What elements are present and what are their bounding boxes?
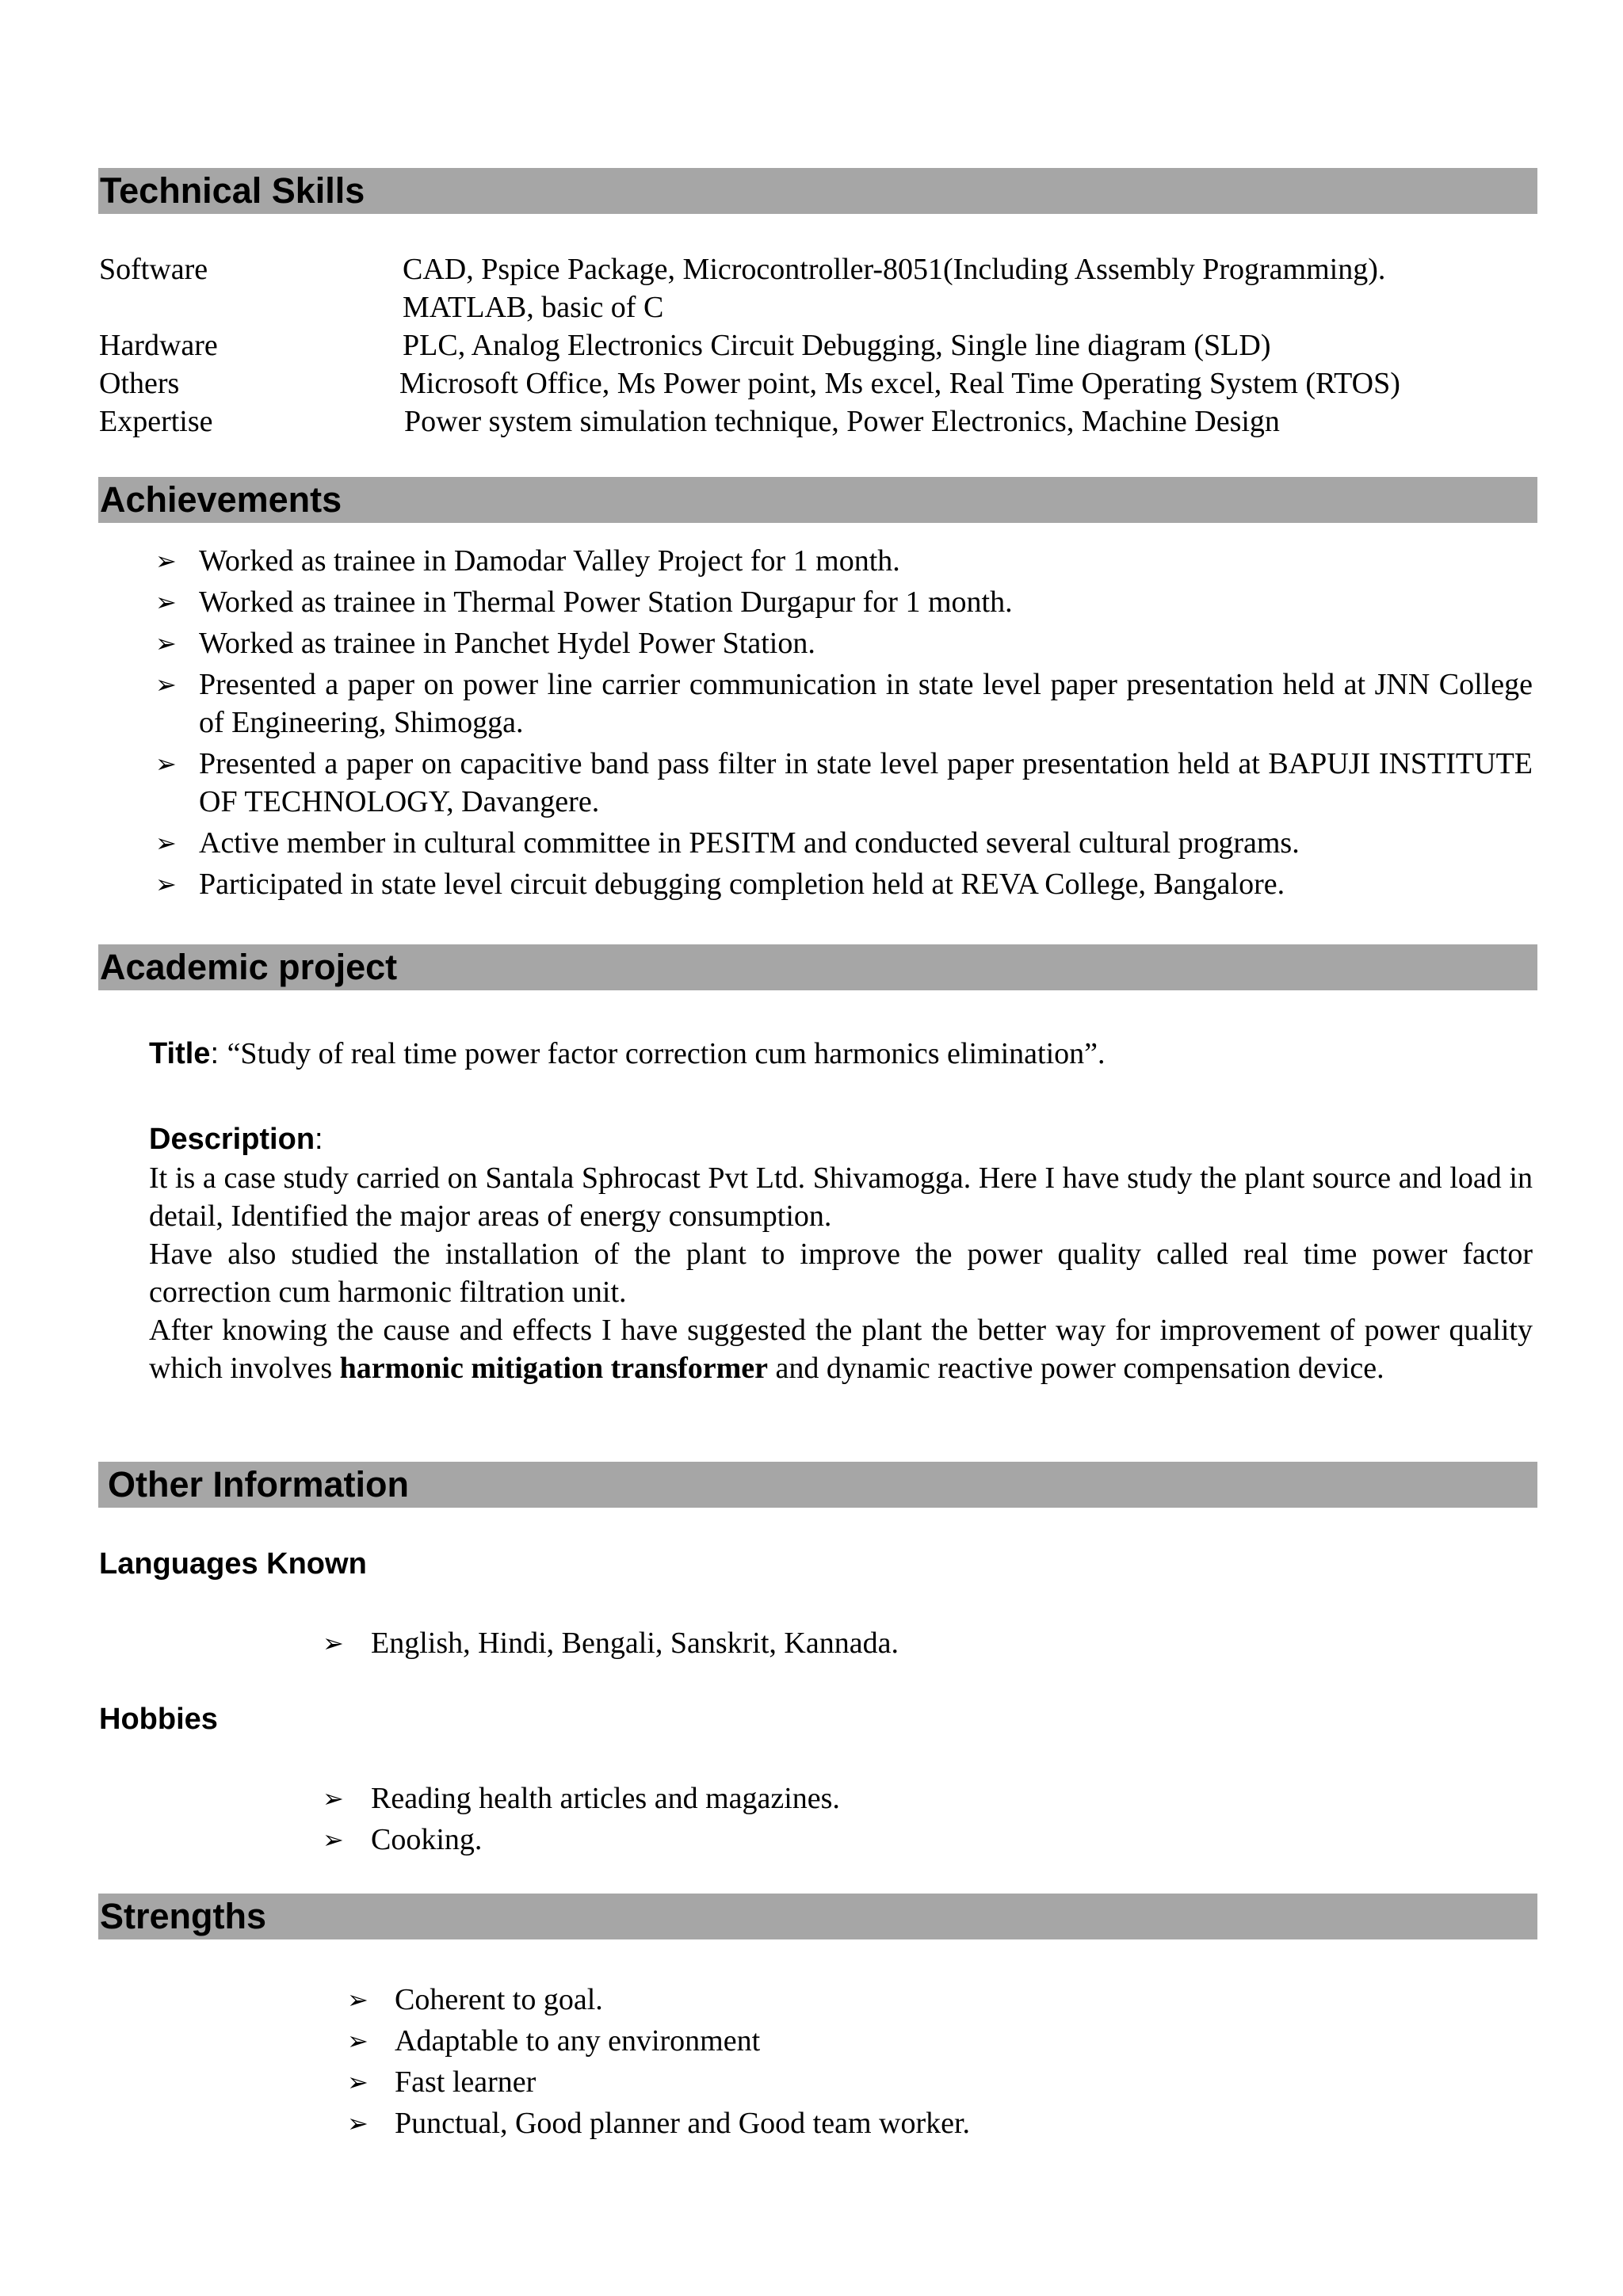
achievement-item: Worked as trainee in Damodar Valley Project for 1 month. — [199, 544, 900, 578]
skill-label-expertise: Expertise — [99, 405, 213, 438]
bullet-arrow-icon: ➢ — [155, 828, 177, 858]
project-description-paragraph — [149, 1311, 1533, 1387]
project-description-heading — [149, 1120, 323, 1158]
bullet-arrow-icon: ➢ — [155, 669, 177, 700]
strength-item: Adaptable to any environment — [395, 2024, 761, 2058]
skill-label-hardware: Hardware — [99, 329, 218, 362]
bullet-arrow-icon: ➢ — [155, 869, 177, 899]
languages-label: Languages Known — [99, 1547, 367, 1581]
project-description-paragraph: Have also studied the installation of the plant to improve the power quality called real time power factor correction cum harmonic filtration unit. — [149, 1238, 1533, 1309]
bullet-arrow-icon: ➢ — [347, 2026, 369, 2056]
project-title-line — [149, 1035, 1106, 1073]
project-description-colon: : — [315, 1123, 323, 1156]
bullet-arrow-icon: ➢ — [155, 587, 177, 617]
skill-label-others: Others — [99, 367, 180, 400]
bullet-arrow-icon: ➢ — [155, 546, 177, 576]
achievement-item: Active member in cultural committee in PESITM and conducted several cultural programs. — [199, 826, 1300, 860]
bullet-arrow-icon: ➢ — [155, 628, 177, 658]
bullet-arrow-icon: ➢ — [323, 1825, 344, 1855]
hobby-item: Reading health articles and magazines. — [371, 1782, 840, 1815]
paragraph-text: and dynamic reactive power compensation device. — [767, 1352, 1384, 1385]
project-title-value: “Study of real time power factor correction cum harmonics elimination”. — [227, 1037, 1106, 1070]
strength-item: Fast learner — [395, 2065, 537, 2099]
project-title-colon: : — [210, 1037, 227, 1070]
skill-value-software-continued: MATLAB, basic of C — [403, 291, 664, 324]
achievement-item: Presented a paper on power line carrier communication in state level paper presentation held at JNN College of Engineering, Shimogga. — [199, 668, 1533, 739]
section-heading-strengths: Strengths — [98, 1894, 1537, 1939]
achievement-item: Worked as trainee in Thermal Power Station Durgapur for 1 month. — [199, 585, 1013, 619]
hobby-item: Cooking. — [371, 1823, 483, 1856]
section-heading-academic-project: Academic project — [98, 944, 1537, 990]
skill-label-software: Software — [99, 253, 208, 286]
strength-item: Coherent to goal. — [395, 1983, 603, 2016]
bullet-arrow-icon: ➢ — [155, 749, 177, 779]
section-heading-other-information: Other Information — [98, 1462, 1537, 1508]
achievement-item: Presented a paper on capacitive band pass filter in state level paper presentation held at BAPUJI INSTITUTE OF TECHNOLOGY, Davangere. — [199, 747, 1533, 818]
bullet-arrow-icon: ➢ — [347, 1985, 369, 2015]
skill-value-software: CAD, Pspice Package, Microcontroller-8051(Including Assembly Programming). — [403, 253, 1386, 286]
bullet-arrow-icon: ➢ — [347, 2108, 369, 2138]
project-description-paragraph: It is a case study carried on Santala Sphrocast Pvt Ltd. Shivamogga. Here I have study the plant source and load in detail, Identified the major areas of energy consumption. — [149, 1161, 1533, 1233]
project-description-label: Description — [149, 1123, 315, 1156]
achievement-item: Participated in state level circuit debugging completion held at REVA College, Bangalore. — [199, 868, 1285, 901]
bullet-arrow-icon: ➢ — [323, 1628, 344, 1658]
language-item: English, Hindi, Bengali, Sanskrit, Kannada. — [371, 1627, 899, 1660]
project-title-label: Title — [149, 1037, 211, 1070]
hobbies-label: Hobbies — [99, 1703, 218, 1736]
bullet-arrow-icon: ➢ — [347, 2067, 369, 2097]
paragraph-text: After knowing the cause and effects I have suggested the plant the better way for improvement of power quality which involves — [149, 1314, 1533, 1385]
bullet-arrow-icon: ➢ — [323, 1783, 344, 1814]
paragraph-bold-text: harmonic mitigation transformer — [339, 1352, 768, 1385]
skill-value-expertise: Power system simulation technique, Power Electronics, Machine Design — [404, 405, 1280, 438]
section-heading-achievements: Achievements — [98, 477, 1537, 523]
skill-value-hardware: PLC, Analog Electronics Circuit Debugging, Single line diagram (SLD) — [403, 329, 1271, 362]
section-heading-technical-skills: Technical Skills — [98, 168, 1537, 214]
achievement-item: Worked as trainee in Panchet Hydel Power Station. — [199, 627, 815, 660]
skill-value-others: Microsoft Office, Ms Power point, Ms excel, Real Time Operating System (RTOS) — [399, 367, 1400, 400]
strength-item: Punctual, Good planner and Good team worker. — [395, 2107, 971, 2140]
